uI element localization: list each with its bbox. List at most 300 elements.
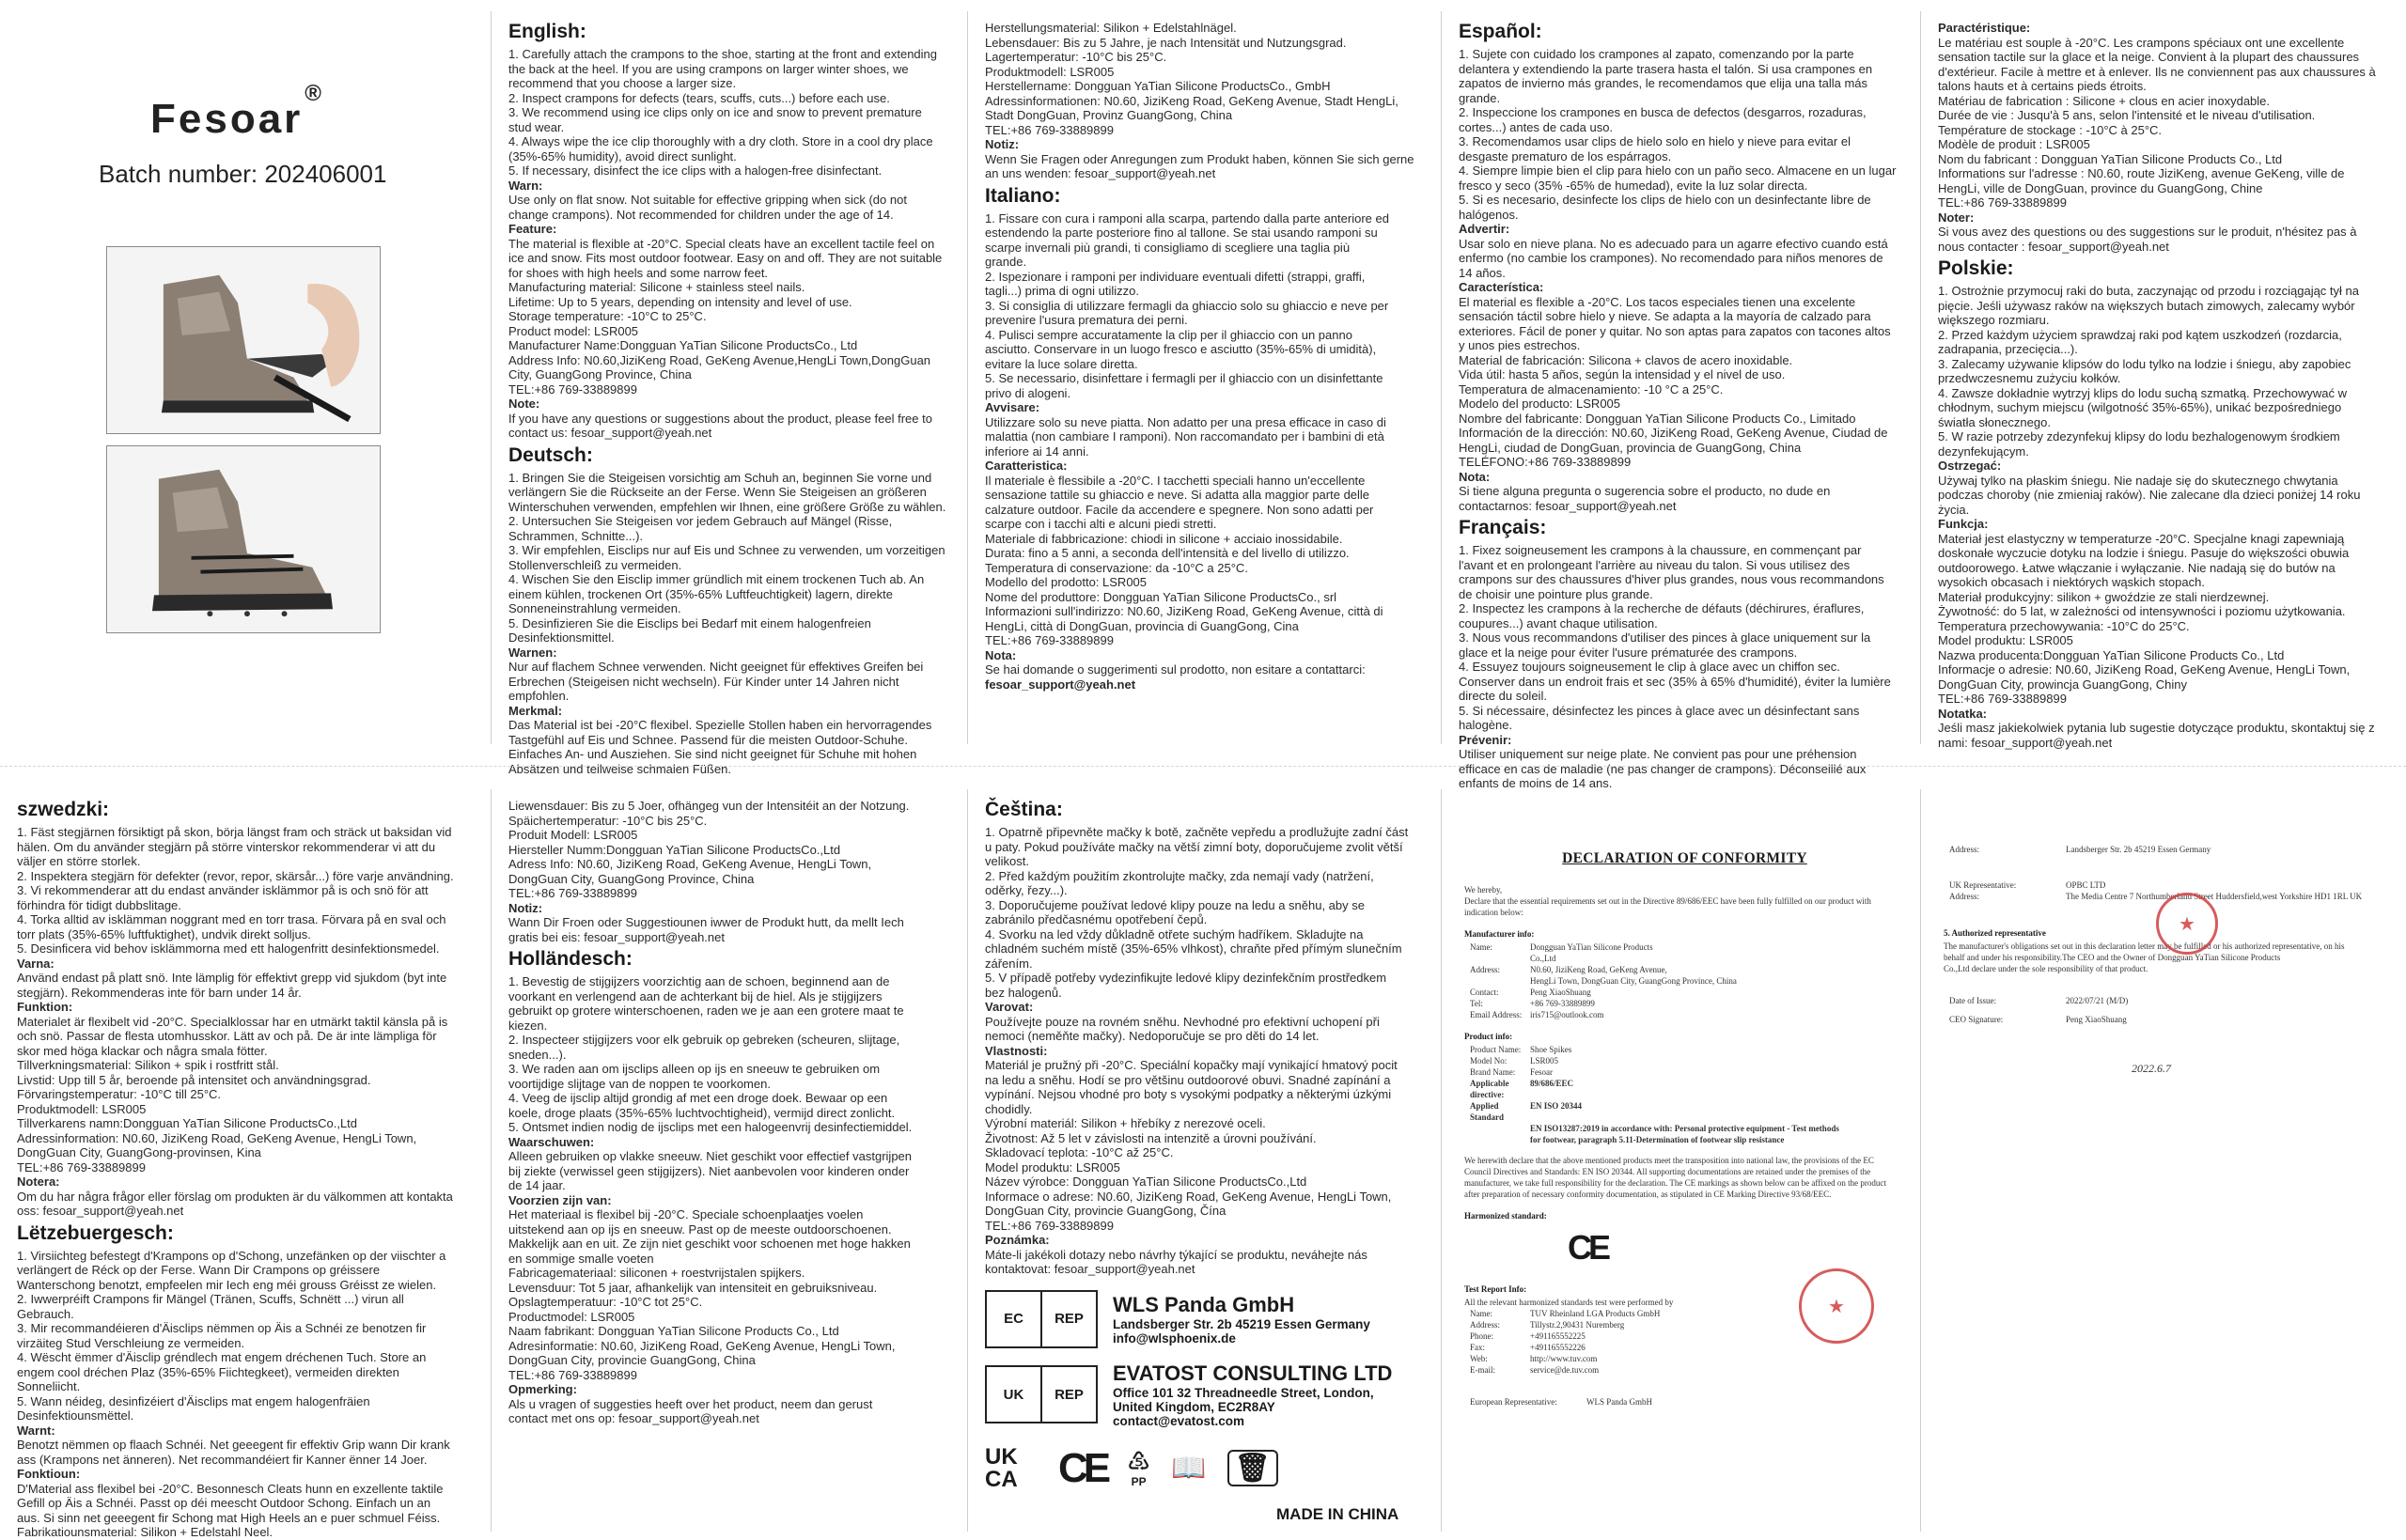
rep-address-line: info@wlsphoenix.de [1113,1330,1236,1346]
text-line: El material es flexible a -20°C. Los tacos especiales tienen una excelente [1459,294,1856,309]
text-line: przedwczesnemu zużyciu kołków. [1938,371,2121,385]
text-line: Materiał jest elastyczny w temperaturze -20°C. Specjalne knagi zapewniają [1938,531,2345,546]
doc-field-value: TUV Rheinland LGA Products GmbH [1530,1309,1661,1318]
text-line: Storage temperature: -10°C to 25°C. [508,309,707,323]
doc-field-label: Phone: [1470,1331,1494,1341]
section-label: Vlastnosti: [985,1043,1048,1058]
text-line: 1. Fissare con cura i ramponi alla scarpa, partendo dalla parte anteriore ed [985,210,1389,226]
text-line: Le matériau est souple à -20°C. Les crampons spéciaux ont une excellente [1938,35,2345,50]
text-line: Jeśli masz jakiekolwiek pytania lub sugestie dotyczące produktu, skontaktuj się z [1938,721,2375,735]
doc-field-value: Dongguan YaTian Silicone Products [1530,942,1653,952]
text-line: engem cool dréchen Plaz (35%-65% Fiichtegkeet), vermeiden direkten [17,1364,399,1379]
text-line: Wann Dir Froen oder Suggestiounen iwwer de Produkt hutt, da mellt Iech [508,915,904,929]
text-line: voorkant en verlengend aan de achterkant bij de hiel. Als je stijgijzers [508,988,883,1003]
text-line: TEL:+86 769-33889899 [985,633,1114,647]
text-line: sensazione tattile su ghiaccio e neve. Si adatta alla maggior parte delle [985,488,1370,502]
spacer [1944,1006,2391,1014]
text-line: 2. Inspectez les crampons à la recherche de défauts (déchirures, éraflures, [1459,601,1865,615]
doc-section-heading: Test Report Info: [1464,1284,1527,1294]
doc-certification-text [1464,1155,1905,1200]
text-line: bez halogenů. [985,985,1062,1000]
section-label: Notera: [17,1174,60,1189]
text-line: TEL:+86 769-33889899 [508,1367,637,1382]
recycle-pp-icon: ♷ PP [1127,1446,1151,1488]
text-line: exteriores. Fácil de poner y quitar. No son aptas para zapatos con tacones altos [1459,323,1891,338]
text-line: 2. Inspect crampons for defects (tears, scuffs, cuts...) before each use. [508,90,890,105]
text-line: bij ziekte (verwissel geen stijgijzers). Niet aanbevolen voor kinderen onder [508,1163,910,1178]
language-heading: Français: [1459,517,1547,538]
panel-deutsch-italiano [967,11,1441,744]
text-line: Matériau de fabrication : Silicone + clous en acier inoxydable. [1938,93,2271,108]
doc-field [1464,975,1905,987]
section-label: Fonktioun: [17,1467,81,1481]
text-line: Modello del prodotto: LSR005 [985,575,1148,589]
language-heading: Deutsch: [508,443,593,466]
text-line: verlängern Sie die Rückseite an der Ferse. Wenn Sie Steigeisen an größeren [508,485,927,499]
doc-field-label: Model No: [1470,1056,1508,1066]
doc-text-line: manufacturer, we take full responsibility for the declaration. The CE markings as shown below can be affixed on the product [1464,1178,1886,1188]
doc-field [1464,964,1905,975]
text-line: Makkelijk aan en uit. Ze zijn niet geschikt voor schoenen met hoge hakken [508,1237,911,1251]
text-line: 5. Wann néideg, desinfizéiert d'Äisclips mat engem halogenfräien [17,1393,370,1408]
text-line: Gefill op Äis a Schnéi. Passt op déi meescht Outdoor Schong. Einfach un an [17,1496,431,1510]
doc-field-label: UK Representative: [1949,880,2017,890]
section-label: Paractéristique: [1938,21,2031,35]
language-heading: Polskie: [1938,257,2014,279]
text-line: ice and snow. Fits most outdoor footwear. Easy on and off. They are not suitable [508,251,943,265]
text-line: Material de fabricación: Silicona + clavos de acero inoxidable. [1459,352,1793,367]
doc-field [1464,1353,1905,1364]
signature-date: 2022.6.7 [2132,1062,2171,1075]
text-line: vypínání. Nejsou vhodné pro boty s vysokými podpatky a některými úzkými [985,1087,1392,1101]
text-line: Product model: LSR005 [508,323,639,338]
text-line: och snö. Passar de flesta utomhusskor. Lätt av och på. De är inte lämpliga för [17,1029,437,1043]
text-line: DongGuan City, prowincja GuangGong, Chiny [1938,677,2187,692]
text-line: Usar solo en nieve plana. No es adecuado para un agarre efectivo cuando está [1459,236,1888,251]
text-line: Se hai domande o suggerimenti sul prodotto, non esitare a contattarci: [985,662,1366,677]
doc-field-label: Email Address: [1470,1010,1523,1019]
doc-field [1464,1078,1905,1100]
section-label: Voorzien zijn van: [508,1192,612,1207]
text-line: 1. Sujete con cuidado los crampones al zapato, comenzando por la parte [1459,47,1854,61]
text-line: If you have any questions or suggestions about the product, please feel free to [508,411,932,426]
text-line: Winterschuhen verwenden, empfehlen wir Ihnen, eine größere Größe zu wählen. [508,499,946,514]
doc-field [1464,1009,1905,1020]
section-label: Avvisare: [985,400,1040,414]
text-line: inferiore ai 14 anni. [985,443,1089,459]
text-line: d'extérieur. Facile à mettre et à enlever. Ils ne conviennent pas aux chaussures à [1938,64,2376,79]
text-line: malattia (non cambiare I ramponi). Non raccomandato per i bambini di età [985,429,1384,443]
text-line: Herstellername: Dongguan YaTian Silicone ProductsCo., GmbH [985,79,1331,93]
panel-espanol-francais [1441,11,1920,790]
doc-field-label: Address: [1949,845,1979,854]
text-line: zadrapania, przecięcia...). [1938,342,2078,356]
text-line: Använd endast på platt snö. Inte lämplig för effektivt grepp vid sjukdom (byt inte [17,971,447,985]
text-line: outdoorowego. Łatwe włączanie i wyłączanie. Nie nadają się do butów na [1938,560,2336,575]
panel-cestina-reps [967,789,1441,1532]
text-line: Produktmodell: LSR005 [985,64,1115,79]
text-line: Produit Modell: LSR005 [508,828,638,842]
text-line: Benotzt nëmmen op flaach Schnéi. Net geeegent fir effektiv Grip wann Dir krank [17,1438,450,1452]
doc-text-line: indication below: [1464,908,1523,917]
text-line: directe du soleil. [1459,689,1547,703]
text-line: 1. Ostrożnie przymocuj raki do buta, zaczynając od przodu i rozciągając tył na [1938,284,2359,298]
text-line: Wenn Sie Fragen oder Anregungen zum Produkt haben, können Sie sich gerne [985,151,1414,166]
doc-field-label: European Representative: [1470,1397,1557,1407]
text-line: l'avant et en prolongeant l'arrière au niveau du talon. Si vous utilisez des [1459,557,1851,572]
text-line: 5. Desinficera vid behov isklämmorna med ett halogenfritt desinfektionsmedel. [17,941,440,956]
text-line: Lifetime: Up to 5 years, depending on intensity and level of use. [508,294,852,309]
spacer [1944,799,2391,844]
text-line: Skladovací teplota: -10°C až 25°C. [985,1145,1174,1159]
text-line: Adressinformation: N0.60, JiziKeng Road, GeKeng Avenue, HengLi Town, [17,1130,417,1145]
panel-english-deutsch [491,11,967,776]
text-line: enfermo (no cambie los crampones). No recomendado para niños menores de [1459,251,1883,265]
doc-field-label: Date of Issue: [1949,996,1996,1005]
text-line: einem kühlen, trockenen Ort (35%-65% Luftfeuchtigkeit) lagern, direkte [508,586,893,601]
doc-field-value: Fesoar [1530,1067,1553,1077]
text-line: chodidly. [985,1101,1033,1116]
text-line: aus. Si sinn net geeegent fir Schong mat High Heels an e puer schmuel Féiss. [17,1510,441,1525]
text-line: 2. Iwwerpréift Crampons fir Mängel (Tränen, Scuffs, Schnëtt ...) virun all [17,1292,404,1306]
text-line: Fabricagemateriaal: siliconen + roestvrijstalen spijkers. [508,1266,805,1280]
doc-field-value: 89/686/EEC [1530,1079,1574,1088]
doc-field-value: +86 769-33889899 [1530,999,1595,1008]
text-line: Productmodel: LSR005 [508,1309,635,1324]
rep-badge [985,1290,1098,1348]
text-line: 4. Wischen Sie den Eisclip immer gründlich mit einem trockenen Tuch ab. An [508,572,925,586]
text-line: grande. [1459,90,1501,105]
text-line: TEL:+86 769-33889899 [17,1159,146,1174]
text-line: TEL:+86 769-33889899 [985,122,1114,137]
doc-field-label: Address: [1470,965,1500,974]
text-line: Si tiene alguna pregunta o sugerencia sobre el producto, no dude en [1459,484,1831,498]
text-line: 2. Przed każdym użyciem sprawdzaj raki pod kątem uszkodzeń (rozdarcia, [1938,327,2342,342]
text-line: gratis bei eis: fesoar_support@yeah.net [508,929,725,944]
section-label: Note: [508,397,540,411]
text-line: sneden...). [508,1047,567,1062]
text-line: nous contacter : fesoar_support@yeah.net [1938,239,2169,254]
panel-svenska-letzebuergesch [0,789,491,1539]
text-line: Manufacturer Name:Dongguan YaTian Silicone ProductsCo., Ltd [508,338,858,352]
text-line: większego rozmiaru. [1938,313,2050,327]
section-label: Warn: [508,178,543,193]
text-line: 3. Si consiglia di utilizzare fermagli da ghiaccio solo su ghiaccio e neve per [985,298,1389,313]
text-line: Adresinformatie: N0.60, JiziKeng Road, GeKeng Avenue, HengLi Town, [508,1338,896,1353]
rep-address-line: United Kingdom, EC2R8AY [1113,1399,1275,1414]
text-line: 1. Carefully attach the crampons to the shoe, starting at the front and extending [508,47,937,61]
doc-field-label: Name: [1470,942,1492,952]
text-line: sensación táctil sobre hielo y nieve. Se adapta a la mayoría de calzado para [1459,309,1871,323]
made-in-china: MADE IN CHINA [1276,1504,1399,1523]
doc-field-value: WLS Panda GmbH [1586,1397,1652,1407]
text-line: TELÉFONO:+86 769-33889899 [1459,455,1632,469]
doc-text-line: The manufacturer's obligations set out in this declaration letter may be fulfilled or his authorized representative, on his [1944,941,2345,951]
text-line: Température de stockage : -10°C à 25°C. [1938,122,2163,137]
doc-field-label: Brand Name: [1470,1067,1516,1077]
rep-details [1113,1361,1392,1428]
bottom-panel-row [0,789,2406,1539]
text-line: Herstellungsmaterial: Silikon + Edelstahlnägel. [985,21,1237,35]
weee-bin-icon: 🗑 [1227,1450,1278,1486]
text-line: 1. Bevestig de stijgijzers voorzichtig aan de schoen, beginnend aan de [508,974,890,988]
text-line: Temperatura de almacenamiento: -10 °C a 25°C. [1459,381,1724,397]
text-line: TEL:+86 769-33889899 [1938,195,2067,210]
text-line: enfants de moins de 14 ans. [1459,776,1613,790]
text-line: Einfaches An- und Ausziehen. Sie sind nicht geeignet für Schuhe mit hohen [508,747,917,761]
text-line: Używaj tylko na płaskim śniegu. Nie nadaje się do skutecznego chwytania [1938,473,2338,488]
doc-field-label [1464,1134,1530,1145]
rep-badge [985,1365,1098,1423]
doc-field-label: Tel: [1470,999,1483,1008]
section-label: Advertir: [1459,222,1510,236]
text-line: pięcie. Jeśli używasz raków na większych butach zimowych, zalecamy wybór [1938,298,2355,313]
text-line: en sommige smalle voeten [508,1251,654,1266]
text-line: Stadt DongGuan, Provinz GuangGong, China [985,108,1233,122]
section-label: fesoar_support@yeah.net [985,677,1136,692]
text-line: Livstid: Upp till 5 år, beroende på intensitet och användningsgrad. [17,1072,371,1087]
text-line: Liewensdauer: Bis zu 5 Joer, ofhängeg vun der Intensitéit an der Notzung. [508,799,910,813]
text-line: 4. Pulisci sempre accuratamente la clip per il ghiaccio con un panno [985,327,1352,342]
text-line: evitare la luce solare diretta. [985,356,1138,371]
rep-badge-region: EC [987,1292,1042,1346]
eu-representative [1464,1396,1905,1408]
text-line: velikost. [985,854,1029,868]
text-line: calzature outdoor. Facile da accendere e spegnere. Non sono adatti per [985,502,1374,517]
fold-line [0,766,2406,767]
text-line: fresco y seco (35% -65% de humedad), evite la luz solar directa. [1459,178,1808,193]
text-line: 5. V případě potřeby vydezinfikujte ledové klipy dezinfekčním prostředkem [985,971,1387,985]
section-label: Notatka: [1938,706,1988,721]
top-panel-row [0,11,2406,790]
text-line: förhindra för tidigt dubbslitage. [17,897,181,912]
doc-field-label: CEO Signature: [1949,1015,2004,1024]
text-line: coupures...) avant chaque utilisation. [1459,615,1658,630]
text-line: 1. Virsiichteg befestegt d'Krampons op d'Schong, unzefänken op der viischter a [17,1248,446,1263]
section-label: Funktion: [17,1000,73,1014]
text-line: Temperatura przechowywania: -10°C do 25°C. [1938,618,2190,633]
text-line: tagli...) prima di ogni utilizzo. [985,284,1140,298]
text-line: Fabrikatiounsmaterial: Silikon + Edelstahl Neel. [17,1525,273,1539]
text-line: 3. Doporučujeme používat ledové klipy pouze na ledu a sněhu, aby se [985,897,1365,912]
text-line: 4. Svorku na led vždy důkladně otřete suchým hadříkem. Skladujte na [985,926,1364,941]
text-line: podczas choroby (nie zmieniaj raków). Nie zalecane dla dzieci poniżej 14 roku [1938,488,2361,502]
text-line: contact met ons op: fesoar_support@yeah.net [508,1411,759,1425]
doc-field [1464,1066,1905,1078]
doc-field [1464,1100,1905,1123]
company-seal-stamp: ★ [1799,1268,1874,1344]
text-line: na ledu a sněhu. Hodí se pro většinu outdoorové obuvi. Snadné zapínání a [985,1072,1391,1087]
text-line: kiezen. [508,1018,548,1033]
product-photo-worn [106,445,381,633]
text-line: Výrobní materiál: Silikon + hřebíky z nerezové oceli. [985,1116,1266,1130]
text-line: for shoes with high heels and some narrow feet. [508,265,769,280]
language-heading: Español: [1459,21,1542,42]
section-label: Warnt: [17,1423,55,1438]
doc-field-value: Landsberger Str. 2b 45219 Essen Germany [2066,845,2211,854]
text-line: 1. Bringen Sie die Steigeisen vorsichtig am Schuh an, beginnen Sie vorne und [508,470,932,485]
doc-text-line: We herewith declare that the above mentioned products meet the transposition into national law, the provisions of the EC [1464,1156,1874,1165]
text-line: chłodnym, suchym miejscu (wilgotność 35%-65%), unikać bezpośredniego [1938,400,2342,414]
text-line: zářením. [985,956,1033,971]
text-line: Hiersteller Numm:Dongguan YaTian Silicone ProductsCo.,Ltd [508,842,841,857]
text-line: 3. We recommend using ice clips only on ice and snow to prevent premature [508,105,922,119]
section-label: Caratteristica: [985,459,1068,473]
doc-text-line: Co.,Ltd declare under the sole responsibility of that product. [1944,964,2148,973]
rep-address-line: Landsberger Str. 2b 45219 Essen Germany [1113,1316,1370,1331]
text-line: Erbrechen (Steigeisen nicht wechseln). Für Kinder unter 14 Jahren nicht [508,674,899,689]
rep-details [1113,1293,1370,1346]
text-line: cortes...) antes de cada uso. [1459,119,1614,134]
text-line: Naam fabrikant: Dongguan YaTian Silicone Products Co., Ltd [508,1324,839,1338]
doc-field-label: Contact: [1470,988,1499,997]
text-line: Informations sur l'adresse : N0.60, route JiziKeng, avenue GeKeng, ville de [1938,166,2345,180]
text-line: ass (Krampons net änneren). Net recommandéiert fir Kanner ënner 14 Joer. [17,1452,428,1467]
text-line: Opslagtemperatuur: -10°C tot 25°C. [508,1295,703,1309]
text-line: Żywotność: do 5 lat, w zależności od intensywności i poziomu użytkowania. [1938,604,2346,618]
section-label: Prévenir: [1459,732,1512,747]
text-line: 3. Nous vous recommandons d'utiliser des pinces à glace uniquement sur la [1459,630,1871,645]
text-line: (35%-65% humidity), avoid direct sunlight. [508,148,737,163]
text-line: Absätzen und teilweise schmalen Füßen. [508,761,732,776]
text-line: virzäiteg Stud Verschleiung ze vermeiden. [17,1335,245,1350]
language-heading: Holländesch: [508,948,633,970]
text-line: 1. Fixez soigneusement les crampons à la chaussure, en commençant par [1459,543,1862,557]
text-line: stegjärn). Rekommenderas inte för barn under 14 år. [17,985,302,1000]
text-line: światła słonecznego. [1938,414,2051,429]
authorized-rep-block [985,1361,1430,1428]
declaration-of-conformity [1441,789,1920,1532]
text-line: 5. Si es necesario, desinfecte los clips de hielo con un desinfectante libre de [1459,193,1871,207]
text-line: Het materiaal is flexibel bij -20°C. Speciale schoenplaatjes voelen [508,1207,864,1221]
text-line: 1. Fäst stegjärnen försiktigt på skon, börja längst fram och sträck ut baksidan vid [17,825,452,839]
text-line: koele, droge plaats (35%-65% luchtvochtigheid), vermijd direct zonlicht. [508,1105,896,1120]
rep-badge-label: REP [1055,1311,1084,1327]
doc-text-line: after preparation of necessary conformity documentation, as stipulated in CE Marking Directive 93/68/EEC. [1464,1190,1832,1199]
text-line: 3. We raden aan om ijsclips alleen op ijs en sneeuw te gebruiken om [508,1062,881,1076]
text-line: TEL:+86 769-33889899 [508,886,637,900]
text-line: doskonałe wyczucie dotyku na lodzie i śniegu. Pasuje do większości obuwia [1938,546,2350,560]
section-label: Opmerking: [508,1382,577,1396]
ce-mark: CE [1058,1444,1107,1491]
section-label: Notiz: [985,137,1020,151]
text-line: Nome del produttore: Dongguan YaTian Silicone ProductsCo., srl [985,589,1337,604]
read-manual-icon: 📖 [1171,1453,1207,1484]
text-line: 4. Siempre limpie bien el clip para hielo con un paño seco. Almacene en un lugar [1459,163,1897,178]
section-label: Merkmal: [508,703,563,718]
text-line: Sonneliicht. [17,1379,81,1393]
doc-field [1464,1044,1905,1055]
text-line: Desinfektionsmittel. [508,630,615,645]
text-line: Il materiale è flessibile a -20°C. I tacchetti speciali hanno un'eccellente [985,473,1366,488]
text-line: contactarnos: fesoar_support@yeah.net [1459,498,1677,513]
language-heading: Čeština: [985,799,1063,820]
doc-field-value: HengLi Town, DongGuan City, GuangGong Province, China [1530,976,1737,986]
text-line: 2. Untersuchen Sie Steigeisen vor jedem Gebrauch auf Mängel (Risse, [508,514,893,528]
text-line: Informazioni sull'indirizzo: N0.60, JiziKeng Road, GeKeng Avenue, città di [985,604,1383,618]
doc-text-line: behalf and under his responsibility.The CEO and the Owner of Dongguan YaTian Silicone Products [1944,953,2281,962]
doc-field [1464,1134,1905,1145]
text-line: an uns wenden: fesoar_support@yeah.net [985,166,1216,180]
text-line: TEL:+86 769-33889899 [508,381,637,397]
text-line: 3. Vi rekommenderar att du endast använder isklämmor på is och snö för att [17,883,429,897]
text-line: change crampons). Not recommended for children under the age of 14. [508,207,894,222]
doc-text-line: We hereby, [1464,885,1503,894]
product-photo-hand-fitting [106,246,381,434]
rep-badge-region: UK [987,1367,1042,1422]
rep-company-name: EVATOST CONSULTING LTD [1113,1361,1393,1385]
text-line: estendendo la parte posteriore fino al tallone. Se stai usando ramponi su [985,226,1378,240]
section-label: Feature: [508,222,557,236]
doc-field [1464,941,1905,953]
text-line: Adressinformationen: N0.60, JiziKeng Road, GeKeng Avenue, Stadt HengLi, [985,93,1398,108]
text-line: 4. Wëscht ëmmer d'Äisclip gréndlech mat engem dréchenen Tuch. Store an [17,1350,427,1364]
text-line: Durata: fino a 5 anni, a seconda dell'intensità e del livello di utilizzo. [985,546,1350,560]
text-line: Tillverkningsmaterial: Silikon + spik i rostfritt stål. [17,1058,279,1072]
text-line: Alleen gebruiken op vlakke sneeuw. Niet geschikt voor effectief vastgrijpen [508,1149,913,1163]
doc-field-label: Applicable directive: [1470,1079,1509,1099]
text-line: väljer en större storlek. [17,854,141,868]
text-line: Address Info: N0.60,JiziKeng Road, GeKeng Avenue,HengLi Town,DongGuan [508,352,931,367]
spacer [1944,855,2391,879]
rep-badge-label: REP [1055,1386,1084,1403]
text-line: wysokich obcasach i niektórych wąskich stopach. [1938,575,2205,589]
doc-field [1944,995,2391,1006]
text-line: Wanterschong benotzt, empfeelen mir Iech eng méi grouss Gréisst ze wielen. [17,1277,437,1292]
doc-field-value: N0.60, JiziKeng Road, GeKeng Avenue, [1530,965,1667,974]
section-label: Nota: [1459,469,1491,484]
text-line: Om du har några frågor eller förslag om produkten är du välkommen att kontakta [17,1189,453,1204]
section-label: Varna: [17,956,55,971]
cover-panel [0,11,491,744]
text-line: HengLi, città di DongGuan, provincia di GuangGong, Cina [985,618,1299,633]
doc-field [1464,998,1905,1009]
text-line: Utiliser uniquement sur neige plate. Ne convient pas pour une préhension [1459,747,1857,761]
doc-field-value: Co.,Ltd [1530,954,1556,963]
text-line: zabránilo předčasnému opotřebení čepů. [985,912,1208,926]
text-line: 2. Před každým použitím zkontrolujte mačky, zda nemají vady (natržení, [985,868,1374,883]
section-label: Noter: [1938,210,1975,225]
text-line: Lebensdauer: Bis zu 5 Jahre, je nach Intensität und Nutzungsgrad. [985,35,1347,50]
doc-section-heading: Manufacturer info: [1464,929,1535,939]
text-line: empfohlen. [508,689,570,703]
panel-francais-polskie [1920,11,2406,750]
doc-field-value: EN ISO 20344 [1530,1101,1583,1111]
text-line: crampons sur des chaussures d'hiver plus grandes, nous vous recommandons [1459,572,1884,586]
text-line: 4. Always wipe the ice clip thoroughly with a dry cloth. Store in a cool dry place [508,134,933,148]
doc-field-value: http://www.tuv.com [1530,1354,1598,1363]
text-line: Modelo del producto: LSR005 [1459,397,1621,411]
text-line: chladném suchém místě (35%-65% vlhkost), chraňte před přímým slunečním [985,941,1402,956]
doc-field-label: Fax: [1470,1343,1486,1352]
doc-text-line: Council Directives and Standards: EN ISO 20344. All supporting documentations are retained under the premises of the [1464,1167,1871,1176]
text-line: Stollenverschleiß zu vermeiden. [508,557,682,572]
text-line: D'Material ass flexibel bei -20°C. Besonnesch Cleats hunn en exzellente taktile [17,1481,444,1496]
text-line: Conserver dans un endroit frais et sec (35% à 65% d'humidité), éviter la lumière [1459,674,1891,689]
doc-field-value: Peng XiaoShuang [2066,1015,2127,1024]
language-heading: English: [508,21,586,42]
text-line: nami: fesoar_support@yeah.net [1938,735,2113,750]
doc-text-line: All the relevant harmonized standards test were performed by [1464,1298,1674,1307]
text-line: glace et la neige pour éviter l'usure prématurée des crampons. [1459,645,1798,660]
doc-field-label [1464,1123,1530,1134]
text-line: Materiał produkcyjny: silikon + gwoździe ze stali nierdzewnej. [1938,589,2270,604]
text-line: życia. [1938,502,1970,517]
text-line: Temperatura di conservazione: da -10°C a 25°C. [985,560,1248,575]
text-line: halogène. [1459,718,1513,732]
text-line: kontaktovat: fesoar_support@yeah.net [985,1262,1195,1276]
text-line: 3. Mir recommandéieren d'Äisclips nëmmen op Äis a Schnéi ze benotzen fir [17,1321,427,1335]
